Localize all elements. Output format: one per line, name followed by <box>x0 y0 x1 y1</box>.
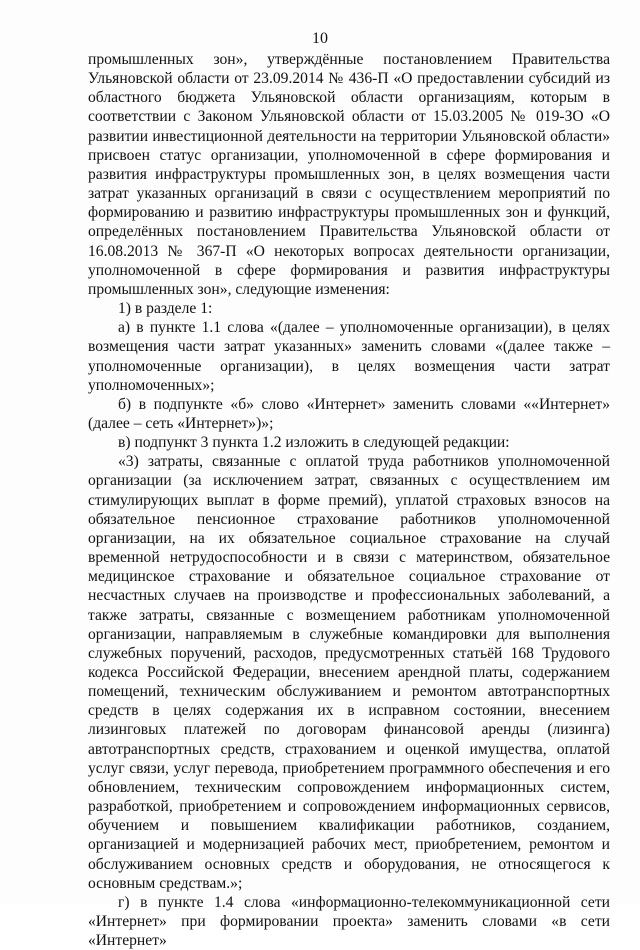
paragraph-item-g: г) в пункте 1.4 слова «информационно-телекоммуникационной сети «Интернет» при формировании проекта» заменить словами «в сети «Интернет» <box>88 893 610 950</box>
document-body <box>88 50 610 950</box>
paragraph-intro-continued: промышленных зон», утверждённые постановлением Правительства Ульяновской области от 23.09.2014 № 436-П «О предоставлении субсидий из областного бюджета Ульяновской области организациям, которым в соответствии с Законом Ульяновской области от 15.03.2005 № 019-ЗО «О развитии инвестиционной деятельности на территории Ульяновской области» присвоен статус организации, уполномоченной в сфере формирования и развития инфраструктуры промышленных зон, в целях возмещения части затрат указанных организаций в связи с осуществлением мероприятий по формированию и развитию инфраструктуры промышленных зон и функций, определённых постановлением Правительства Ульяновской области от 16.08.2013 № 367-П «О некоторых вопросах деятельности организации, уполномоченной в сфере формирования и развития инфраструктуры промышленных зон», следующие изменения: <box>88 51 610 298</box>
paragraph-item-a: а) в пункте 1.1 слова «(далее – уполномоченные организации), в целях возмещения части затрат указанных» заменить словами «(далее также – уполномоченные организации), в целях возмещения части затрат уполномоченных»; <box>88 319 610 394</box>
paragraph-item-v: в) подпункт 3 пункта 1.2 изложить в следующей редакции: <box>118 434 510 452</box>
page-number: 10 <box>312 30 328 47</box>
paragraph-item-b: б) в подпункте «б» слово «Интернет» заменить словами ««Интернет» (далее – сеть «Интернет»)»; <box>88 395 610 432</box>
paragraph-section-1: 1) в разделе 1: <box>118 300 213 318</box>
paragraph-subitem-3: «3) затраты, связанные с оплатой труда работников уполномоченной организации (за исключением затрат, связанных с осуществлением им стимулирующих выплат в форме премий), уплатой страховых взносов на обязательное пенсионное страхование работников уполномоченной организации, на их обязательное социальное страхование на случай временной нетрудоспособности и в связи с материнством, обязательное медицинское страхование и обязательное социальное страхование от несчастных случаев на производстве и профессиональных заболеваний, а также затраты, связанные с возмещением работникам уполномоченной организации, направляемым в служебные командировки для выполнения служебных поручений, расходов, предусмотренных статьёй 168 Трудового кодекса Российской Федерации, внесением арендной платы, содержанием помещений, техническим обслуживанием и ремонтом автотранспортных средств в целях содержания их в исправном состоянии, внесением лизинговых платежей по договорам финансовой аренды (лизинга) автотранспортных средств, страхованием и оценкой имущества, оплатой услуг связи, услуг перевода, приобретением программного обеспечения и его обновлением, техническим сопровождением информационных систем, разработкой, приобретением и сопровождением информационных сервисов, обучением и повышением квалификации работников, созданием, организацией и модернизацией рабочих мест, приобретением, ремонтом и обслуживанием основных средств и оборудования, не относящегося к основным средствам.»; <box>88 453 610 892</box>
